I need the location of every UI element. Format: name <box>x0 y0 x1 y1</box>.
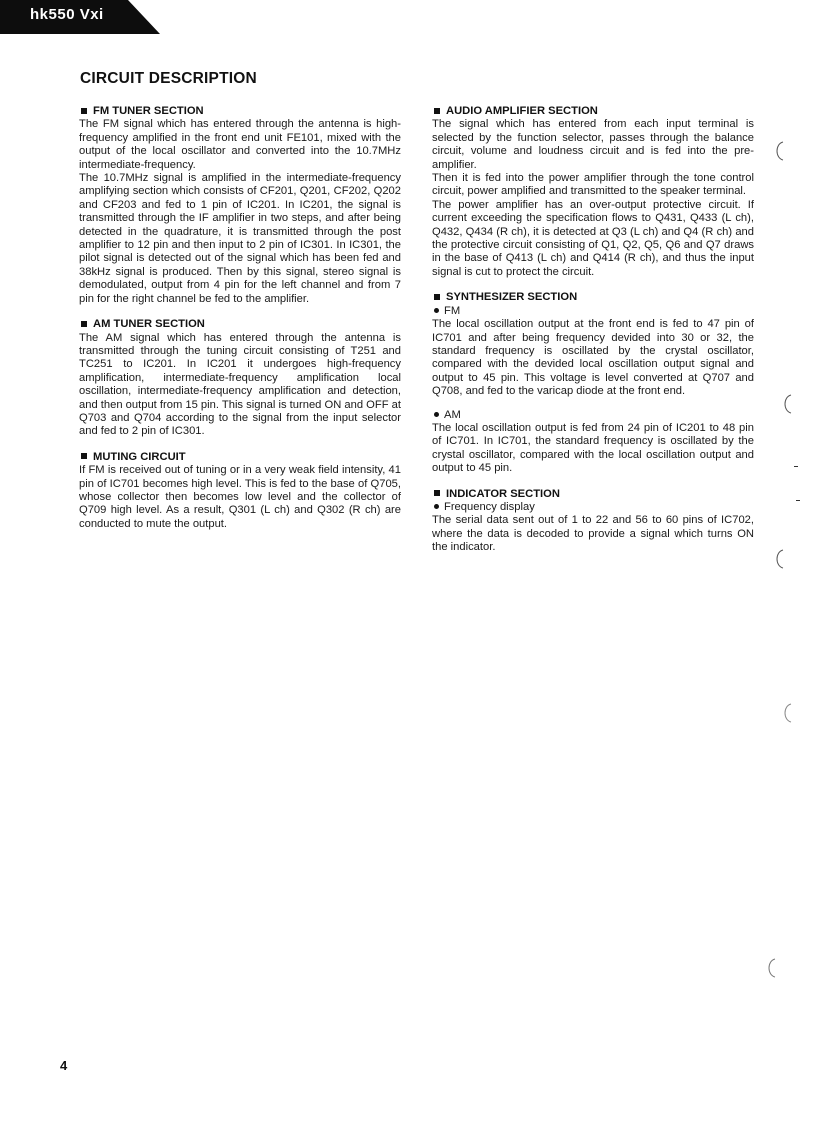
model-header-tab <box>0 0 160 34</box>
synthesizer-am-text: The local oscillation output is fed from 24 pin of IC201 to 48 pin of IC701. In IC701, the standard frequency is oscillated by the crystal oscillator, compared with the local oscillation output and output to 45 pin. <box>432 421 754 475</box>
binder-hole-mark <box>772 548 786 570</box>
dot-bullet-icon <box>434 412 439 417</box>
audio-amp-paragraph-1: The signal which has entered from each input terminal is selected by the function selector, passes through the balance circuit, volume and loudness circuit and is fed into the pre-amplifier. <box>432 118 754 171</box>
scan-speck <box>796 500 800 501</box>
binder-hole-mark <box>780 702 794 724</box>
indicator-heading-text: INDICATOR SECTION <box>446 487 560 500</box>
indicator-section <box>432 488 754 555</box>
square-bullet-icon <box>434 490 440 496</box>
left-column <box>79 105 401 543</box>
indicator-sub-label-text: Frequency display <box>444 500 535 513</box>
indicator-sub-label <box>432 501 754 514</box>
synthesizer-fm-text: The local oscillation output at the front end is fed to 47 pin of IC701 and after being frequency devided into 30 or 32, the standard frequency is oscillated by the crystal oscillator, compared with the devided local oscillation output signal and output to 45 pin. This voltage is level converted at Q707 and Q708, and fed to the varicap diode at the front end. <box>432 318 754 398</box>
model-name: hk550 Vxi <box>30 6 104 23</box>
audio-amp-heading-text: AUDIO AMPLIFIER SECTION <box>446 105 598 117</box>
synthesizer-heading-text: SYNTHESIZER SECTION <box>446 291 578 304</box>
square-bullet-icon <box>434 294 440 300</box>
audio-amp-paragraph-2: Then it is fed into the power amplifier through the tone control circuit, power amplified and transmitted to the speaker terminal. <box>432 172 754 198</box>
am-tuner-heading-text: AM TUNER SECTION <box>93 318 205 331</box>
dot-bullet-icon <box>434 308 439 313</box>
muting-section <box>79 451 401 531</box>
am-tuner-section <box>79 318 401 439</box>
square-bullet-icon <box>81 108 87 114</box>
fm-tuner-paragraph-1: The FM signal which has entered through the antenna is high-frequency amplified in the front end unit FE101, mixed with the output of the local oscillator and converted into the 10.7MHz intermediate-frequency. <box>79 118 401 171</box>
square-bullet-icon <box>81 453 87 459</box>
fm-tuner-heading <box>79 105 401 118</box>
fm-tuner-heading-text: FM TUNER SECTION <box>93 105 204 117</box>
audio-amp-section <box>432 105 754 279</box>
indicator-text: The serial data sent out of 1 to 22 and 56 to 60 pins of IC702, where the data is decoded to provide a signal which turns ON the indicator. <box>432 514 754 554</box>
page-number: 4 <box>60 1058 68 1073</box>
binder-hole-mark <box>764 957 778 979</box>
binder-hole-mark <box>772 140 786 162</box>
synthesizer-am-label-text: AM <box>444 408 461 421</box>
audio-amp-heading <box>432 105 754 118</box>
scan-speck <box>794 466 798 467</box>
square-bullet-icon <box>81 321 87 327</box>
synthesizer-fm-label <box>432 305 754 318</box>
synthesizer-section <box>432 291 754 475</box>
am-tuner-paragraph-1: The AM signal which has entered through the antenna is transmitted through the tuning circuit consisting of T251 and TC251 to IC201. In IC201 it undergoes high-frequency amplification, intermediate-frequency amplification local oscillation, intermediate-frequency amplification and detection, and then output from 15 pin. This signal is turned ON and OFF at Q703 and Q704 according to the signal from the input selector and fed to 2 pin of IC301. <box>79 331 401 438</box>
right-column <box>432 105 754 567</box>
fm-tuner-section <box>79 105 401 306</box>
synthesizer-am-label <box>432 409 754 422</box>
fm-tuner-paragraph-2: The 10.7MHz signal is amplified in the intermediate-frequency amplifying section which consists of CF201, Q201, CF202, Q202 and CF203 and fed to 1 pin of IC201. In IC201, the signal is transmitted through the IF amplifier in two steps, and after being detected in the quadrature, it is transmitted through the post amplifier to 12 pin and then input to 2 pin of IC301. In IC301, the pilot signal is detected out of the signal which has been fed and 38kHz signal is produced. Then by this signal, stereo signal is demodulated, output from 4 pin for the left channel and from 7 pin for the right channel be fed to the amplifier. <box>79 172 401 305</box>
audio-amp-paragraph-3: The power amplifier has an over-output protective circuit. If current exceeding the specification flows to Q431, Q433 (L ch), Q432, Q434 (R ch), it is detected at Q3 (L ch) and Q4 (R ch) and the protective circuit consisting of Q1, Q2, Q5, Q6 and Q7 draws in the base of Q413 (L ch) and Q414 (R ch), and thus the input signal is cut to protect the circuit. <box>432 198 754 278</box>
spacer <box>432 399 754 409</box>
muting-heading-text: MUTING CIRCUIT <box>93 450 186 463</box>
page-title: CIRCUIT DESCRIPTION <box>80 70 257 87</box>
square-bullet-icon <box>434 108 440 114</box>
muting-paragraph-1: If FM is received out of tuning or in a very weak field intensity, 41 pin of IC701 becomes high level. This is fed to the base of Q705, whose collector then becomes low level and the collector of Q709 high level. As a result, Q301 (L ch) and Q302 (R ch) are conducted to mute the output. <box>79 464 401 530</box>
indicator-heading <box>432 488 754 501</box>
dot-bullet-icon <box>434 504 439 509</box>
am-tuner-heading <box>79 318 401 331</box>
synthesizer-fm-label-text: FM <box>444 304 461 317</box>
binder-hole-mark <box>780 393 794 415</box>
muting-heading <box>79 451 401 464</box>
synthesizer-heading <box>432 291 754 304</box>
